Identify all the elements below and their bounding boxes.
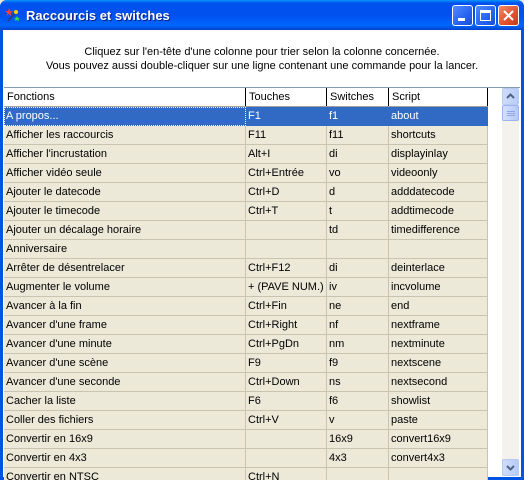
touches-cell bbox=[246, 430, 327, 449]
fonction-cell: Avancer d'une seconde bbox=[4, 373, 246, 392]
script-cell: end bbox=[389, 297, 488, 316]
table-row[interactable] bbox=[4, 126, 488, 145]
table-row[interactable] bbox=[4, 202, 488, 221]
minimize-button[interactable] bbox=[452, 5, 473, 26]
table-row[interactable] bbox=[4, 297, 488, 316]
fonction-cell: A propos... bbox=[4, 107, 246, 126]
grip-line bbox=[507, 115, 515, 116]
switches-cell: d bbox=[327, 183, 389, 202]
window-title: Raccourcis et switches bbox=[26, 8, 170, 23]
touches-cell: F11 bbox=[246, 126, 327, 145]
touches-cell: F1 bbox=[246, 107, 327, 126]
fonction-cell: Anniversaire bbox=[4, 240, 246, 259]
info-text bbox=[3, 30, 521, 86]
fonction-cell: Convertir en 4x3 bbox=[4, 449, 246, 468]
table-row[interactable] bbox=[4, 430, 488, 449]
touches-cell bbox=[246, 221, 327, 240]
script-cell: nextminute bbox=[389, 335, 488, 354]
table-row[interactable] bbox=[4, 145, 488, 164]
fonction-cell: Convertir en 16x9 bbox=[4, 430, 246, 449]
switches-cell: ns bbox=[327, 373, 389, 392]
info-line-2: Vous pouvez aussi double-cliquer sur une ligne contenant une commande pour la lancer. bbox=[45, 60, 479, 72]
script-cell: convert16x9 bbox=[389, 430, 488, 449]
shortcuts-grid bbox=[4, 87, 520, 480]
script-cell: nextframe bbox=[389, 316, 488, 335]
touches-cell: Ctrl+PgDn bbox=[246, 335, 327, 354]
header-switches[interactable]: Switches bbox=[327, 88, 389, 106]
maximize-button[interactable] bbox=[475, 5, 496, 26]
grip-line bbox=[507, 113, 515, 114]
table-row[interactable] bbox=[4, 316, 488, 335]
fonction-cell: Afficher vidéo seule bbox=[4, 164, 246, 183]
switches-cell: td bbox=[327, 221, 389, 240]
switches-cell: t bbox=[327, 202, 389, 221]
switches-cell: 16x9 bbox=[327, 430, 389, 449]
script-cell: videoonly bbox=[389, 164, 488, 183]
fonction-cell: Augmenter le volume bbox=[4, 278, 246, 297]
fonction-cell: Afficher l'incrustation bbox=[4, 145, 246, 164]
script-cell: nextscene bbox=[389, 354, 488, 373]
table-row[interactable] bbox=[4, 183, 488, 202]
grip-line bbox=[507, 111, 515, 112]
script-cell bbox=[389, 240, 488, 259]
touches-cell: F9 bbox=[246, 354, 327, 373]
switches-cell: nm bbox=[327, 335, 389, 354]
touches-cell bbox=[246, 449, 327, 468]
table-row[interactable] bbox=[4, 449, 488, 468]
touches-cell: Ctrl+D bbox=[246, 183, 327, 202]
fonction-cell: Avancer d'une frame bbox=[4, 316, 246, 335]
app-wand-icon bbox=[5, 7, 21, 23]
grid-header bbox=[4, 88, 488, 107]
vertical-scrollbar[interactable] bbox=[502, 88, 519, 476]
switches-cell: f9 bbox=[327, 354, 389, 373]
script-cell: convert4x3 bbox=[389, 449, 488, 468]
table-row[interactable] bbox=[4, 221, 488, 240]
switches-cell bbox=[327, 468, 389, 480]
switches-cell bbox=[327, 240, 389, 259]
switches-cell: iv bbox=[327, 278, 389, 297]
script-cell bbox=[389, 468, 488, 480]
fonction-cell: Ajouter un décalage horaire bbox=[4, 221, 246, 240]
table-row[interactable] bbox=[4, 107, 488, 126]
switches-cell: di bbox=[327, 259, 389, 278]
script-cell: nextsecond bbox=[389, 373, 488, 392]
touches-cell: Ctrl+V bbox=[246, 411, 327, 430]
table-row[interactable] bbox=[4, 259, 488, 278]
fonction-cell: Convertir en NTSC bbox=[4, 468, 246, 480]
switches-cell: f1 bbox=[327, 107, 389, 126]
script-cell: incvolume bbox=[389, 278, 488, 297]
switches-cell: vo bbox=[327, 164, 389, 183]
switches-cell: f6 bbox=[327, 392, 389, 411]
touches-cell: Ctrl+Entrée bbox=[246, 164, 327, 183]
switches-cell: 4x3 bbox=[327, 449, 389, 468]
script-cell: adddatecode bbox=[389, 183, 488, 202]
scroll-up-button[interactable] bbox=[502, 88, 519, 105]
header-fonctions[interactable]: Fonctions bbox=[4, 88, 246, 106]
header-script[interactable]: Script bbox=[389, 88, 488, 106]
script-cell: displayinlay bbox=[389, 145, 488, 164]
touches-cell: Ctrl+N bbox=[246, 468, 327, 480]
touches-cell: Ctrl+Fin bbox=[246, 297, 327, 316]
fonction-cell: Avancer d'une minute bbox=[4, 335, 246, 354]
fonction-cell: Ajouter le timecode bbox=[4, 202, 246, 221]
table-row[interactable] bbox=[4, 373, 488, 392]
switches-cell: f11 bbox=[327, 126, 389, 145]
table-row[interactable] bbox=[4, 411, 488, 430]
maximize-icon bbox=[476, 6, 495, 25]
touches-cell: Alt+I bbox=[246, 145, 327, 164]
script-cell: about bbox=[389, 107, 488, 126]
table-row[interactable] bbox=[4, 335, 488, 354]
script-cell: paste bbox=[389, 411, 488, 430]
fonction-cell: Ajouter le datecode bbox=[4, 183, 246, 202]
touches-cell bbox=[246, 240, 327, 259]
table-row[interactable] bbox=[4, 240, 488, 259]
touches-cell: Ctrl+Right bbox=[246, 316, 327, 335]
touches-cell: Ctrl+T bbox=[246, 202, 327, 221]
fonction-cell: Arrêter de désentrelacer bbox=[4, 259, 246, 278]
fonction-cell: Cacher la liste bbox=[4, 392, 246, 411]
title-bar[interactable] bbox=[0, 0, 524, 30]
info-line-1: Cliquez sur l'en-tête d'une colonne pour trier selon la colonne concernée. bbox=[84, 46, 440, 58]
script-cell: deinterlace bbox=[389, 259, 488, 278]
switches-cell: ne bbox=[327, 297, 389, 316]
table-row[interactable] bbox=[4, 164, 488, 183]
scroll-thumb[interactable] bbox=[502, 105, 519, 121]
minimize-icon bbox=[453, 6, 472, 25]
script-cell: shortcuts bbox=[389, 126, 488, 145]
fonction-cell: Coller des fichiers bbox=[4, 411, 246, 430]
table-row[interactable] bbox=[4, 392, 488, 411]
script-cell: addtimecode bbox=[389, 202, 488, 221]
table-row[interactable] bbox=[4, 278, 488, 297]
fonction-cell: Avancer à la fin bbox=[4, 297, 246, 316]
close-button[interactable] bbox=[498, 5, 519, 26]
arrow-up-icon bbox=[503, 89, 518, 104]
table-row[interactable] bbox=[4, 354, 488, 373]
header-touches[interactable]: Touches bbox=[246, 88, 327, 106]
arrow-down-icon bbox=[503, 460, 518, 475]
script-cell: timedifference bbox=[389, 221, 488, 240]
scroll-down-button[interactable] bbox=[502, 459, 519, 476]
fonction-cell: Afficher les raccourcis bbox=[4, 126, 246, 145]
script-cell: showlist bbox=[389, 392, 488, 411]
close-icon bbox=[499, 6, 518, 25]
touches-cell: F6 bbox=[246, 392, 327, 411]
client-area bbox=[3, 30, 521, 480]
touches-cell: Ctrl+F12 bbox=[246, 259, 327, 278]
switches-cell: di bbox=[327, 145, 389, 164]
fonction-cell: Avancer d'une scène bbox=[4, 354, 246, 373]
table-row[interactable] bbox=[4, 468, 488, 480]
switches-cell: v bbox=[327, 411, 389, 430]
switches-cell: nf bbox=[327, 316, 389, 335]
touches-cell: + (PAVE NUM.) bbox=[246, 278, 327, 297]
touches-cell: Ctrl+Down bbox=[246, 373, 327, 392]
